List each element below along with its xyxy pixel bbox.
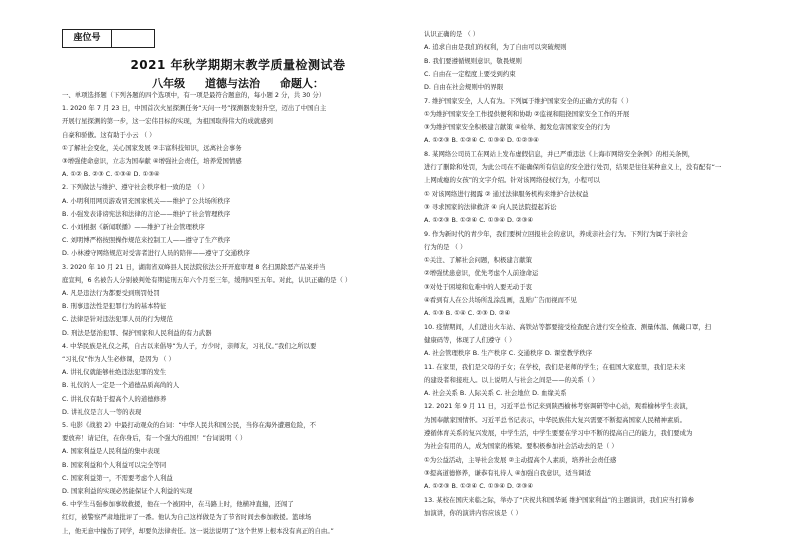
question-line: 加演讲，你的演讲内容应该是（ ） (424, 508, 522, 517)
question-line: ①了解社会变化，关心国家发展 ②丰富科技知识，远离社会事务 (62, 143, 242, 152)
question-line: B. 我们要遵循规则意识，敬畏规则 (424, 56, 522, 65)
question-line: 11. 在家里，我们是父母的子女；在学校，我们是老师的学生；在祖国大家庭里，我们是未来 (424, 362, 686, 371)
question-line: ④看到有人在公共场所乱涂乱画，乱贴广告而视而不见 (424, 296, 577, 304)
question-line: 3. 2020 年 10 月 21 日，湖南省双峰县人民法院依法公开开庭审理 8 名扫黑除恶产品案并当 (62, 262, 326, 271)
question-line: A. 追求自由是我们的权利，为了自由可以突破规则 (424, 43, 567, 52)
question-line: “习礼仪”作为人生必修课，是因为 （ ） (62, 355, 175, 363)
question-line: 6. 中学生马强参加事故救援，他在一个被困中，在马路上时，他横冲直撞，还闯了 (62, 500, 294, 509)
question-line: C. 自由在一定程度上要受到约束 (424, 69, 516, 78)
question-line: 上，他无意中撞伤了同学，却要负法律责任。这一说法说明了“这个世界上根本没有真正的自由。” (62, 526, 334, 535)
question-line: ①为维护国家安全工作提供便利和协助 ②监视和阻挠国家安全工作的开展 (424, 109, 630, 118)
subject-label: 道德与法治 (205, 77, 260, 90)
seat-number-label: 座位号 (63, 30, 112, 47)
question-line: ③增强使命意识，立志为国奉献 ④增强社会责任，培养爱国情感 (62, 157, 242, 165)
question-line: 7. 维护国家安全，人人有为。下列属于维护国家安全的正确方式的有（ ） (424, 96, 633, 105)
question-line: 为国奉献家国情怀。习近平总书记表示，中华民族伟大复兴需要不断提高国家人民精神素质。 (424, 415, 687, 424)
question-line: A. ①②③ B. ①②④ C. ①③④ D. ①②③④ (424, 136, 539, 145)
question-line: 9. 作为新时代的青少年，我们要树立回报社会的意识，养成亲社会行为。下列行为属于亲社会 (424, 229, 688, 238)
question-line: A. ①②③ B. ①②④ C. ①③④ D. ②③④ (424, 216, 534, 225)
question-line: ③为维护国家安全积极建言献策 ④检举、揭发危害国家安全的行为 (424, 123, 611, 132)
exam-subtitle (62, 75, 414, 91)
seat-number-box (62, 29, 155, 48)
question-line: ① 对该网络进行揭露 ② 通过法律服务机构来维护合法权益 (424, 189, 589, 198)
question-line: A. ①③ B. ①④ C. ②③ D. ②④ (424, 309, 511, 318)
question-line: ②增强忧患意识，优先考虑个人前途命运 (424, 269, 539, 278)
question-line: D. 刑法是惩治犯罪、保护国家和人民利益的有力武器 (62, 328, 212, 337)
question-line: A. 凡是违法行为都要受到刑罚处罚 (62, 289, 160, 297)
question-line: D. 自由在社会规则中的界限 (424, 83, 504, 92)
question-line: 自豪和骄傲。这有助于小云 （ ） (62, 130, 156, 139)
question-line: 遵循体育关系的复兴发展，中学生活，中学生要要在学习中不断的提高自己的能力，我们要成为 (424, 429, 693, 437)
question-line: A. ①② B. ②③ C. ①③④ D. ①③④ (62, 170, 160, 179)
question-line: 庭宣判，6 名被告人分别被判处有期徒刑五年六个月至三年，缓刑四至五年。对此，认识正确的是（ ） (62, 275, 352, 284)
question-line: C. 法律是针对违法犯罪人员的行为规范 (62, 315, 173, 324)
question-line: 开展行星探测的第一步，这一宏伟目标的实现，为祖国取得伟大的成就感到 (62, 117, 273, 126)
question-line: A. 社会管理秩序 B. 生产秩序 C. 交通秩序 D. 课堂教学秩序 (424, 349, 593, 358)
question-line: ③对处于困境和危难中的人要无动于衷 (424, 282, 532, 291)
question-line: 红灯，被警察严肃地批评了一番。他认为自己这样做是为了节省时间去参加救援。篮球场 (62, 513, 312, 522)
question-line: ③ 寻求国家的法律救济 ④ 向人民法院提起诉讼 (424, 202, 557, 211)
question-line: 1. 2020 年 7 月 23 日，中国首次火星探测任务“天问一号”探测器发射升空，迈出了中国自主 (62, 104, 327, 113)
question-line: 13. 某校在国庆来临之际，举办了“庆祝共和国华诞 维护国家利益”的主题演讲，我们应当打算参 (424, 495, 695, 504)
question-line: 上网成瘾的女孩”的文字介绍。针对该网络侵权行为，小程可以 (424, 176, 600, 185)
question-line: D. 讲礼仪是言人一等的表现 (62, 407, 142, 416)
question-line: D. 小林遵守网络规范对受害者进行人员的陪伴——遵守了交通秩序 (62, 249, 250, 258)
question-line: 12. 2021 年 9 月 11 日，习近平总书记来到陕西榆林考察调研等中心站，观看榆林学生表演， (424, 402, 693, 411)
question-line: 的建设者和接班人。以上说明人与社会之间是——的关系（ ） (424, 375, 599, 384)
question-line: 4. 中华民族是礼仪之邦，自古以来倡导“为人子，方少时，亲师友，习礼仪。”我们之所以要 (62, 341, 317, 350)
question-line: ①关注、了解社会问题，积极建言献策 (424, 256, 532, 265)
question-line: C. 刘明博严格按照操作规范来控制工人——遵守了生产秩序 (62, 236, 231, 245)
question-line: C. 国家利益第一，不需要考虑个人利益 (62, 473, 173, 482)
question-line: C. 小刘根据《新闻联播》——维护了社会管理秩序 (62, 223, 205, 231)
exam-title: 2021 年秋学期期末教学质量检测试卷 (130, 58, 346, 72)
author-label: 命题人： (279, 77, 324, 90)
grade-label: 八年级 (152, 77, 186, 90)
question-line: A. 国家利益是人民利益的集中表现 (62, 447, 160, 456)
question-line: 认识正确的是 （ ） (424, 30, 480, 38)
question-line: ①为公益活动，主导社会发展 ②主动提高个人素质，培养社会责任感 (424, 455, 617, 464)
question-line: 8. 某网络公司员工在网站上发布虚假信息，并已严重违法《上海市网络安全条例》的相关条例， (424, 149, 695, 158)
question-line: B. 刑事违法性是犯罪行为的基本特征 (62, 302, 167, 311)
question-line: 进行了删除和处罚，为此公司在不能确保所有信息的安全进行处罚，结果是往往某种意义上，没有配有“一 (424, 163, 722, 171)
question-line: 5. 电影《战狼 2》中最打动观众的台词：“中华人民共和国公民，当你在海外遭遇危险，不 (62, 421, 316, 429)
question-line: 要放弃！请记住，在你身后，有一个强大的祖国！”台词说明（ ） (62, 434, 247, 443)
question-line: ③提高道德修养，谦恭有礼待人 ④加强自我意识，适当调适 (424, 468, 591, 477)
question-line: B. 礼仪的人一定是一个道德品质高尚的人 (62, 381, 180, 390)
question-line: 健康码等，体现了人们遵守（ ） (424, 335, 516, 344)
question-line: A. ①②③ B. ①②④ C. ①③④ D. ②③④ (424, 482, 534, 491)
question-line: D. 国家利益的实现必然能保证个人利益的实现 (62, 487, 193, 495)
question-line: 10. 疫情期间，人们进出火车站、高铁站等都要接受检查配合进行安全检查、测量体温、佩戴口罩，扫 (424, 322, 711, 331)
question-line: A. 小明利用网页游戏冒充国家机关——维护了公共场所秩序 (62, 196, 231, 205)
question-line: 2. 下列做法与维护、遵守社会秩序相一致的是 （ ） (62, 183, 209, 192)
question-line: 为社会有用的人，成为国家的栋梁。要积极参加社会活动去的是（ ） (424, 442, 618, 451)
question-line: B. 国家利益和个人利益可以完全等同 (62, 460, 167, 469)
question-line: B. 小强发表诽谤宪法和法律的言论——维护了社会管理秩序 (62, 209, 231, 218)
question-line: 行为的是 （ ） (424, 242, 467, 251)
question-line: C. 讲礼仪有助于提高个人的道德修养 (62, 394, 167, 403)
seat-number-field (112, 30, 154, 47)
question-line: A. 讲礼仪就能够杜绝违法犯罪的发生 (62, 368, 167, 377)
question-line: A. 社会关系 B. 人际关系 C. 社会地位 D. 血缘关系 (424, 389, 567, 398)
question-line: 一、单项选择题（下列各题的四个选项中，有一项是最符合题意的，每小题 2 分，共 30 分） (62, 91, 326, 99)
